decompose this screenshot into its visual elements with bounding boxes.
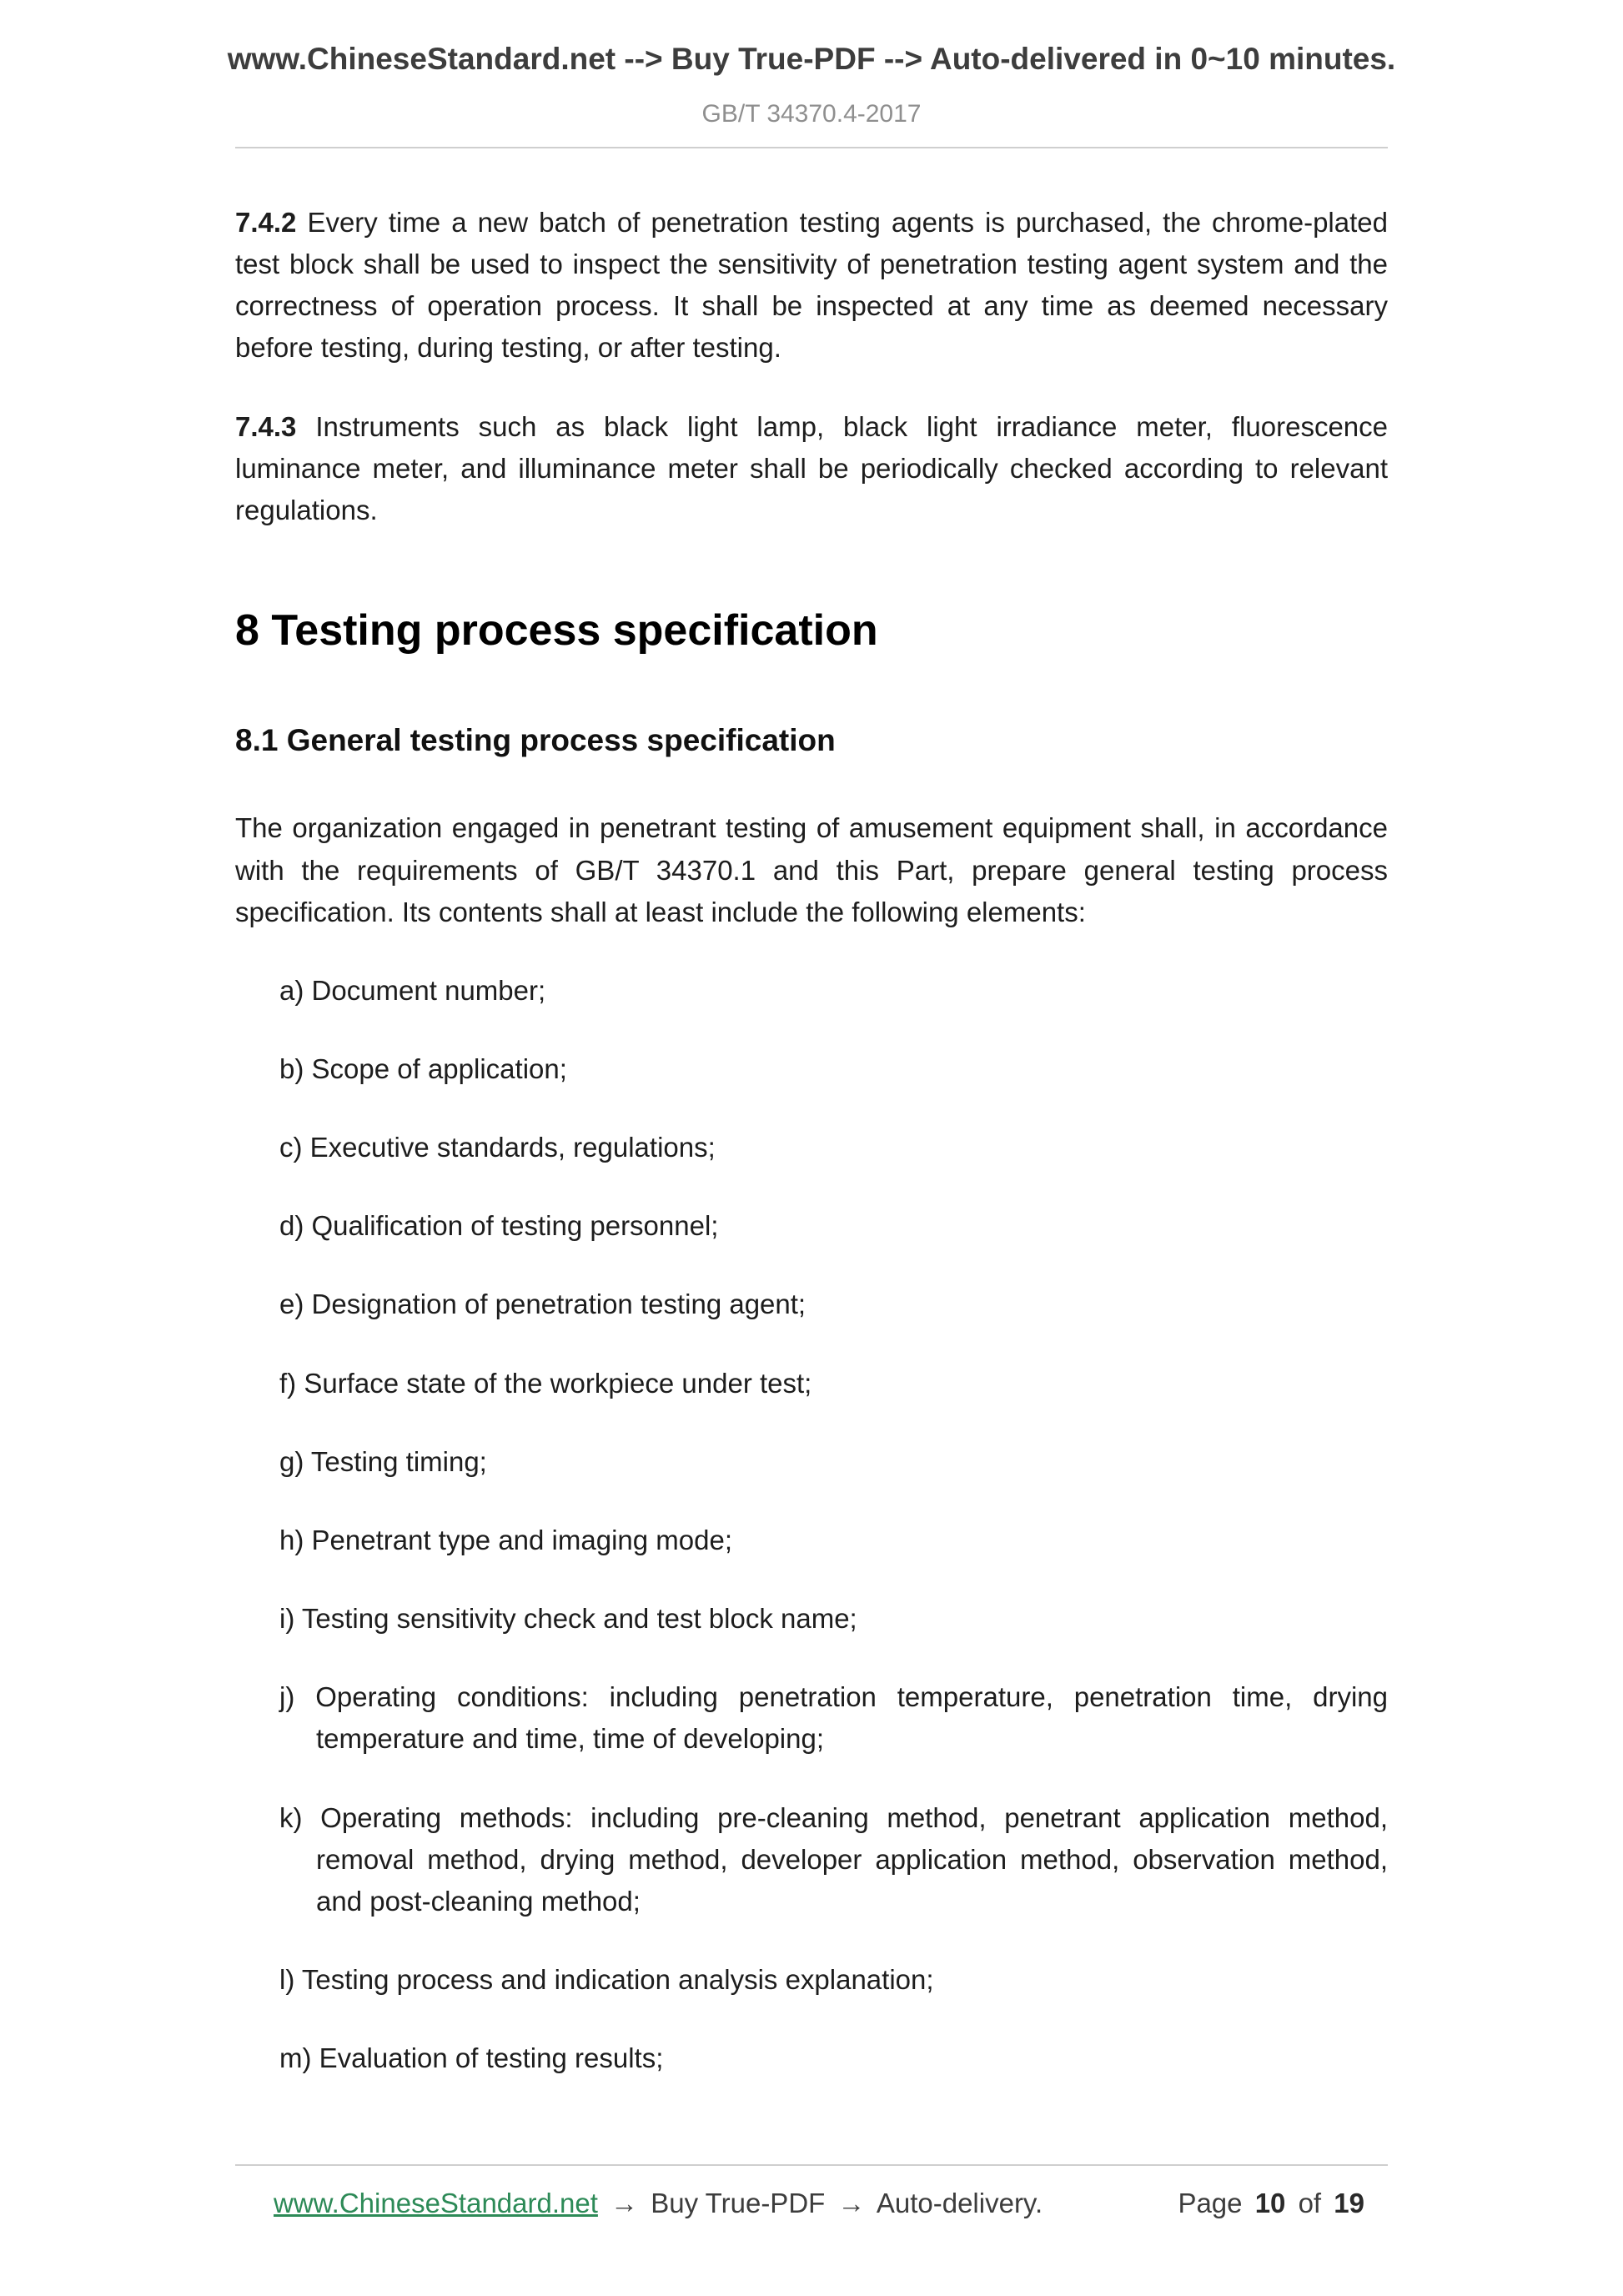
footer-row: [235, 2188, 1388, 2219]
document-body: [235, 202, 1388, 2079]
section-heading: 8 Testing process specification: [235, 606, 878, 656]
page-total: 19: [1334, 2188, 1364, 2218]
list-item: [279, 1676, 1388, 1760]
doc-number: GB/T 34370.4-2017: [701, 100, 922, 128]
clause-number: 7.4.3: [235, 410, 297, 442]
list-item: [279, 1441, 1388, 1483]
clause-7-4-2: [235, 202, 1388, 369]
list-marker: g): [279, 1445, 304, 1477]
list-text: Evaluation of testing results;: [319, 2042, 664, 2074]
list-item: [279, 1127, 1388, 1168]
list-item: [279, 1363, 1388, 1404]
list-marker: c): [279, 1132, 303, 1163]
subsection-heading: 8.1 General testing process specification: [235, 723, 836, 758]
list-item: [279, 1284, 1388, 1325]
list-text: Penetrant type and imaging mode;: [311, 1524, 733, 1555]
clause-text: Instruments such as black light lamp, black light irradiance meter, fluorescence luminance meter, and illuminance meter shall be periodically checked according to relevant regulations.: [235, 410, 1388, 525]
list-text: Testing process and indication analysis explanation;: [301, 1964, 934, 1996]
list-marker: e): [279, 1289, 304, 1320]
list-marker: d): [279, 1210, 304, 1242]
list-marker: a): [279, 974, 304, 1006]
list-marker: h): [279, 1524, 304, 1555]
list-item: [279, 2037, 1388, 2079]
promo-banner: www.ChineseStandard.net --> Buy True-PDF --> Auto-delivered in 0~10 minutes.: [227, 42, 1396, 76]
footer-delivery-label: Auto-delivery.: [876, 2188, 1043, 2218]
requirements-list: [235, 970, 1388, 2080]
list-item: [279, 1520, 1388, 1561]
list-marker: k): [279, 1801, 303, 1833]
list-item: [279, 1797, 1388, 1922]
list-item: [279, 1048, 1388, 1090]
page-indicator: [1173, 2188, 1364, 2219]
list-marker: m): [279, 2042, 312, 2074]
list-text: Designation of penetration testing agent;: [311, 1289, 806, 1320]
page-label: Page: [1178, 2188, 1243, 2218]
list-text: Operating methods: including pre-cleaning method, penetrant application method, removal method, drying method, developer application method, observation method, and post-cleaning method;: [316, 1801, 1389, 1917]
list-item: [279, 1959, 1388, 2001]
footer-divider: [235, 2164, 1388, 2166]
list-text: Qualification of testing personnel;: [311, 1210, 719, 1242]
page-of-label: of: [1298, 2188, 1322, 2218]
list-text: Document number;: [311, 974, 546, 1006]
list-marker: f): [279, 1367, 297, 1399]
list-text: Surface state of the workpiece under test;: [304, 1367, 812, 1399]
clause-text: Every time a new batch of penetration testing agents is purchased, the chrome-plated test block shall be used to inspect the sensitivity of penetration testing agent system and the correctness of operation process. It shall be inspected at any time as deemed necessary before testing, during testing, or after testing.: [235, 207, 1388, 364]
page-current: 10: [1254, 2188, 1286, 2218]
intro-paragraph: The organization engaged in penetrant testing of amusement equipment shall, in accordance with the requirements of GB/T 34370.1 and this Part, prepare general testing process specification. Its contents shall at least include the following elements:: [235, 812, 1388, 927]
list-item: [279, 1598, 1388, 1640]
footer-buy-label: Buy True-PDF: [651, 2188, 826, 2218]
page-footer: [235, 2164, 1388, 2219]
clause-number: 7.4.2: [235, 207, 297, 238]
clause-7-4-3: [235, 406, 1388, 531]
arrow-icon: →: [611, 2188, 639, 2218]
list-marker: j): [279, 1681, 295, 1713]
list-text: Executive standards, regulations;: [309, 1132, 716, 1163]
list-marker: l): [279, 1964, 295, 1996]
list-marker: i): [279, 1603, 295, 1635]
list-text: Testing timing;: [310, 1445, 487, 1477]
list-marker: b): [279, 1053, 304, 1084]
list-text: Operating conditions: including penetration temperature, penetration time, drying temperature and time, time of developing;: [315, 1681, 1388, 1755]
footer-source-line: [274, 2188, 1048, 2219]
page-header: [0, 0, 1623, 148]
list-text: Testing sensitivity check and test block name;: [301, 1603, 857, 1635]
list-text: Scope of application;: [311, 1053, 567, 1084]
header-divider: [235, 147, 1388, 148]
list-item: [279, 1205, 1388, 1247]
footer-site-link[interactable]: www.ChineseStandard.net: [274, 2188, 598, 2218]
list-item: [279, 970, 1388, 1012]
arrow-icon: →: [837, 2188, 866, 2218]
